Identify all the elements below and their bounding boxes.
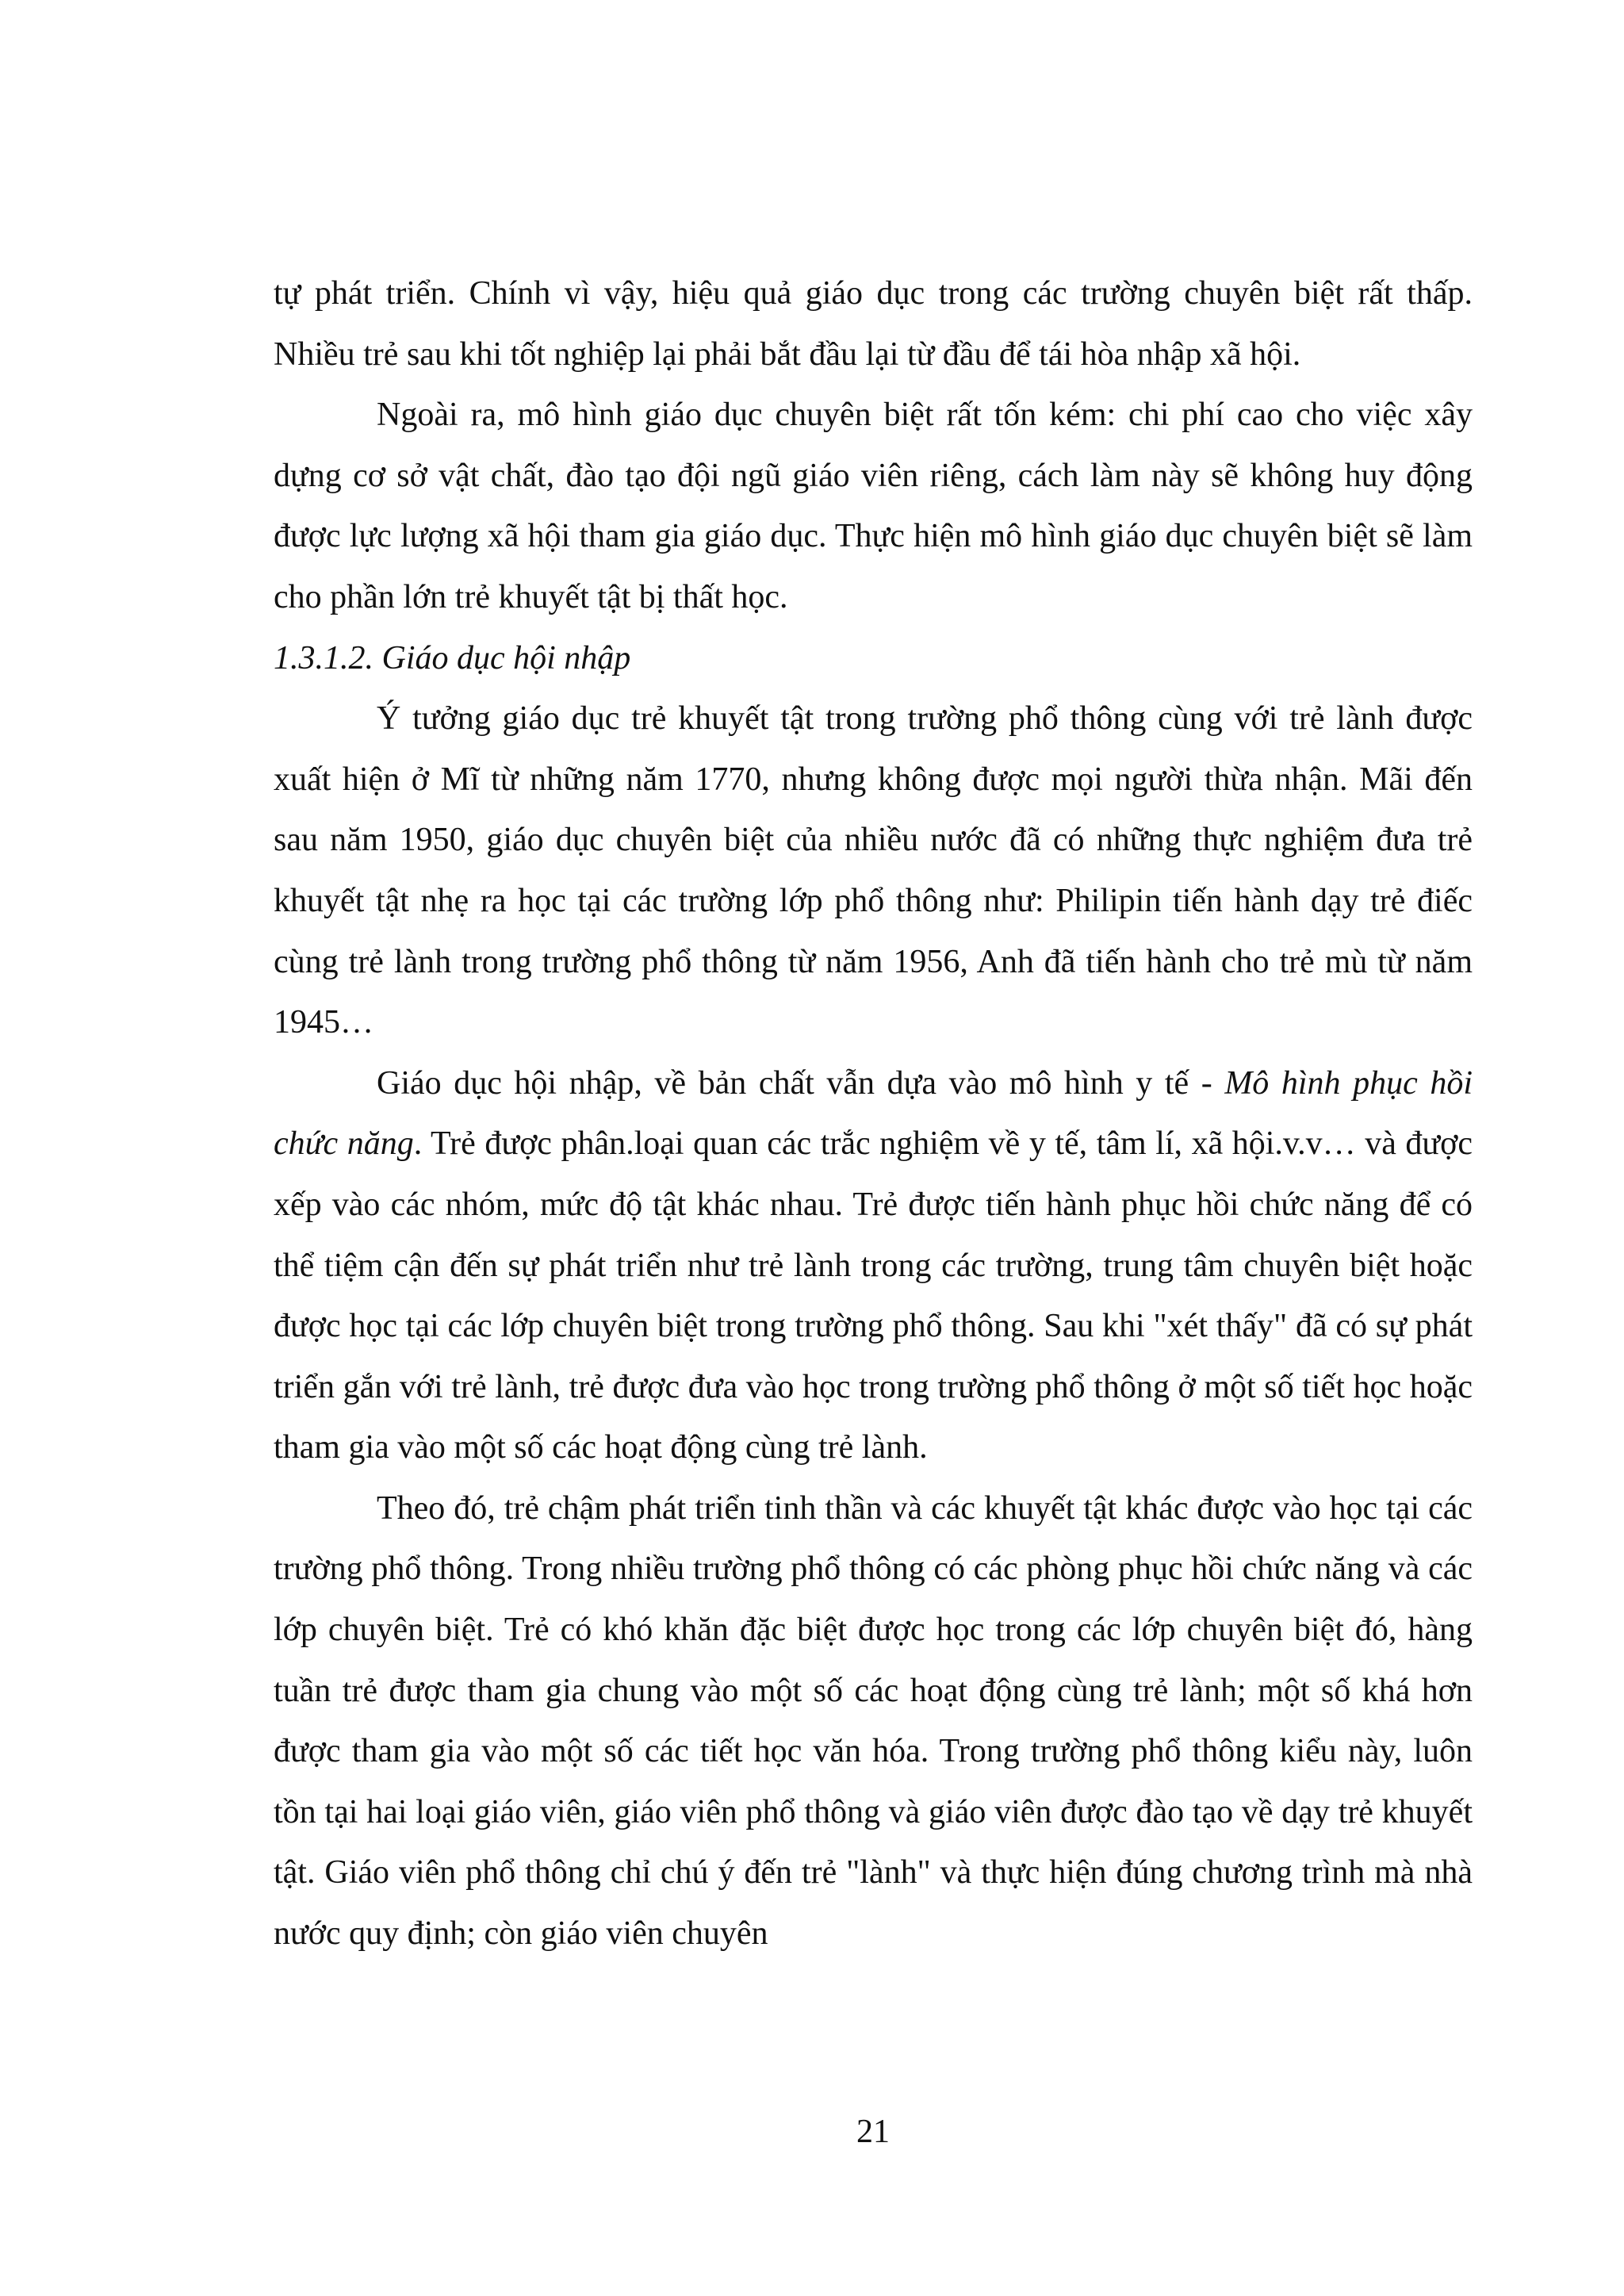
- paragraph-cost: [274, 385, 1473, 627]
- section-heading: [274, 628, 1473, 689]
- paragraph-text: tự phát triển. Chính vì vậy, hiệu quả giáo dục trong các trường chuyên biệt rất thấp. Nhiều trẻ sau khi tốt nghiệp lại phải bắt đầu lại từ đầu để tái hòa nhập xã hội.: [274, 275, 1473, 373]
- paragraph-history: [274, 688, 1473, 1053]
- paragraph-text: Ngoài ra, mô hình giáo dục chuyên biệt rất tốn kém: chi phí cao cho việc xây dựng cơ sở vật chất, đào tạo đội ngũ giáo viên riêng, cách làm này sẽ không huy động được lực lượng xã hội tham gia giáo dục. Thực hiện mô hình giáo dục chuyên biệt sẽ làm cho phần lớn trẻ khuyết tật bị thất học.: [274, 397, 1473, 615]
- paragraph-continuation: [274, 263, 1473, 385]
- paragraph-text: . Trẻ được phân.loại quan các trắc nghiệm về y tế, tâm lí, xã hội.v.v… và được xếp vào các nhóm, mức độ tật khác nhau. Trẻ được tiến hành phục hồi chức năng để có thể tiệm cận đến sự phát triển như trẻ lành trong các trường, trung tâm chuyên biệt hoặc được học tại các lớp chuyên biệt trong trường phổ thông. Sau khi "xét thấy" đã có sự phát triển gắn với trẻ lành, trẻ được đưa vào học trong trường phổ thông ở một số tiết học hoặc tham gia vào một số các hoạt động cùng trẻ lành.: [274, 1125, 1473, 1466]
- document-page: [274, 0, 1473, 2296]
- page-number: 21: [856, 2114, 890, 2150]
- paragraph-text: Theo đó, trẻ chậm phát triển tinh thần và các khuyết tật khác được vào học tại các trường phổ thông. Trong nhiều trường phổ thông có các phòng phục hồi chức năng và các lớp chuyên biệt. Trẻ có khó khăn đặc biệt được học trong các lớp chuyên biệt đó, hàng tuần trẻ được tham gia chung vào một số các hoạt động cùng trẻ lành; một số khá hơn được tham gia vào một số các tiết học văn hóa. Trong trường phổ thông kiểu này, luôn tồn tại hai loại giáo viên, giáo viên phổ thông và giáo viên được đào tạo về dạy trẻ khuyết tật. Giáo viên phổ thông chỉ chú ý đến trẻ "lành" và thực hiện đúng chương trình mà nhà nước quy định; còn giáo viên chuyên: [274, 1489, 1473, 1953]
- paragraph-consequence: [274, 1478, 1473, 1964]
- paragraph-integration-model: [274, 1053, 1473, 1478]
- body-text: [274, 263, 1473, 1964]
- section-heading-text: 1.3.1.2. Giáo dục hội nhập: [274, 639, 631, 677]
- paragraph-text: Giáo dục hội nhập, về bản chất vẫn dựa vào mô hình y tế -: [377, 1064, 1225, 1102]
- paragraph-text: Ý tưởng giáo dục trẻ khuyết tật trong trường phổ thông cùng với trẻ lành được xuất hiện ở Mĩ từ những năm 1770, nhưng không được mọi người thừa nhận. Mãi đến sau năm 1950, giáo dục chuyên biệt của nhiều nước đã có những thực nghiệm đưa trẻ khuyết tật nhẹ ra học tại các trường lớp phổ thông như: Philipin tiến hành dạy trẻ điếc cùng trẻ lành trong trường phổ thông từ năm 1956, Anh đã tiến hành cho trẻ mù từ năm 1945…: [274, 700, 1473, 1041]
- emphasis-text: Mô hình phục hồi chức năng: [274, 1064, 1473, 1163]
